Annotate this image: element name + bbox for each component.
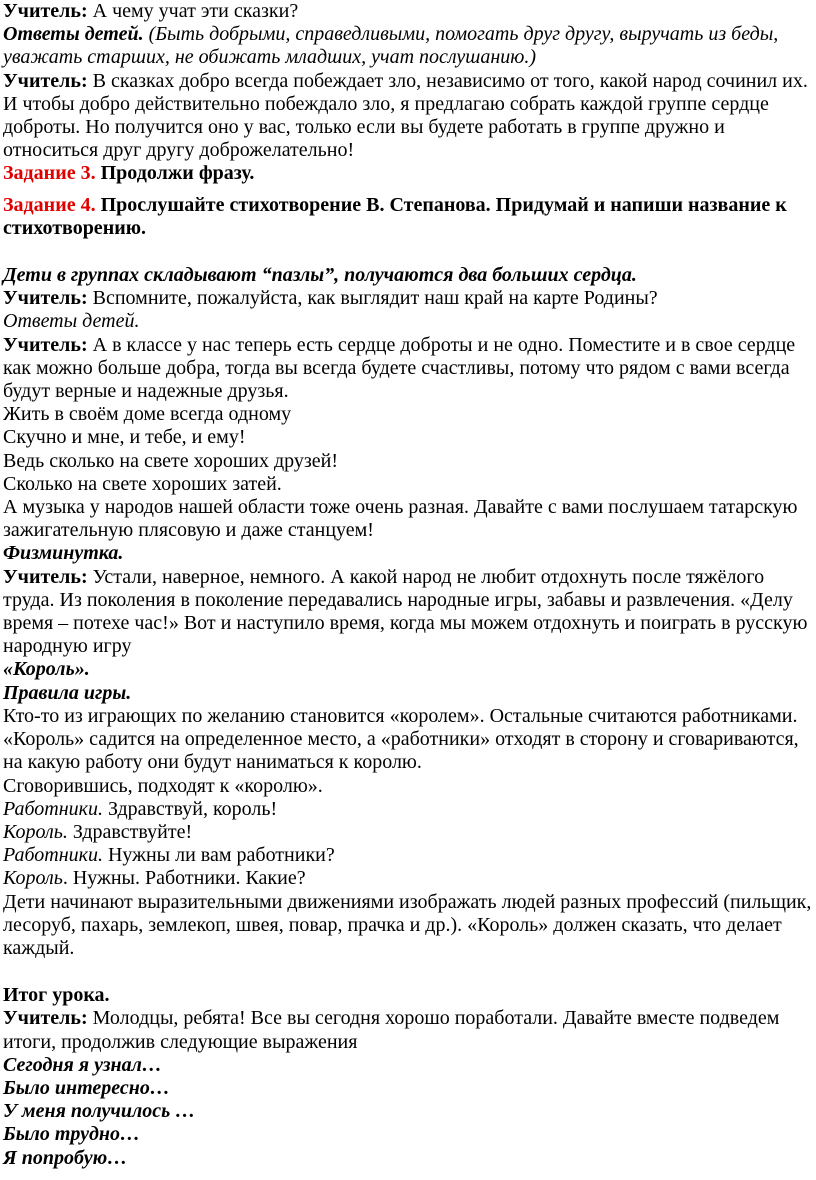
heading-game-rules: Правила игры. bbox=[3, 681, 132, 704]
reflection-phrase: Было трудно… bbox=[3, 1123, 140, 1146]
reflection-phrase: Было интересно… bbox=[3, 1076, 170, 1099]
paragraph-teacher-game bbox=[3, 566, 812, 659]
paragraph-text: А чему учат эти сказки? bbox=[87, 0, 299, 22]
heading-lesson-summary: Итог урока. bbox=[3, 984, 110, 1007]
paragraph-children-answers bbox=[3, 23, 812, 69]
speaker-label: Учитель: bbox=[3, 565, 88, 588]
task-3 bbox=[3, 162, 812, 185]
paragraph-teacher-good-wins bbox=[3, 70, 812, 163]
dialog-line bbox=[3, 798, 812, 821]
heading-fizminutka: Физминутка. bbox=[3, 542, 124, 565]
task-label: Задание 3. bbox=[3, 162, 96, 185]
speaker-label: Учитель: bbox=[3, 69, 88, 92]
dialog-line bbox=[3, 867, 812, 890]
poem-line: Жить в своём доме всегда одному bbox=[3, 403, 292, 426]
paragraph-teacher-question bbox=[3, 0, 812, 23]
paragraph-professions: Дети начинают выразительными движениями изображать людей разных профессий (пильщик, лесоруб, пахарь, землекоп, швея, повар, прачка и др.). «Король» должен сказать, что делает каждый. bbox=[3, 890, 812, 959]
spacer bbox=[3, 186, 812, 194]
paragraph-teacher-summary bbox=[3, 1007, 812, 1053]
poem-line: Ведь сколько на свете хороших друзей! bbox=[3, 449, 339, 472]
speaker-label: Учитель: bbox=[3, 0, 88, 22]
paragraph-text: Молодцы, ребята! Все вы сегодня хорошо поработали. Давайте вместе подведем итоги, продолжив следующие выражения bbox=[3, 1007, 780, 1053]
paragraph-text: В сказках добро всегда побеждает зло, независимо от того, какой народ сочинил их. И чтобы добро действительно побеждало зло, я предлагаю собрать каждой группе сердце доброты. Но получится оно у вас, только если вы будете работать в группе дружно и относиться друг другу доброжелательно! bbox=[3, 69, 808, 162]
paragraph-text: (Быть добрыми, справедливыми, помогать друг другу, выручать из беды, уважать старших, не обижать младших, учат послушанию.) bbox=[3, 23, 779, 69]
dialog-role: Работники. bbox=[3, 844, 103, 867]
spacer bbox=[3, 960, 812, 984]
task-text: Прослушайте стихотворение В. Степанова. Придумай и напиши название к стихотворению. bbox=[3, 193, 787, 239]
speaker-label: Учитель: bbox=[3, 287, 88, 310]
poem-line: Сколько на свете хороших затей. bbox=[3, 472, 282, 495]
paragraph-music: А музыка у народов нашей области тоже очень разная. Давайте с вами послушаем татарскую зажигательную плясовую и даже станцуем! bbox=[3, 496, 798, 542]
speaker-label: Учитель: bbox=[3, 333, 88, 356]
reflection-phrase: Я попробую… bbox=[3, 1146, 128, 1169]
dialog-text: Здравствуй, король! bbox=[102, 797, 278, 820]
paragraph-text: Устали, наверное, немного. А какой народ не любит отдохнуть после тяжёлого труда. Из поколения в поколение передавались народные игры, забавы и развлечения. «Делу время – потехе час!» Вот и наступило время, когда мы можем отдохнуть и поиграть в русскую народную игру bbox=[3, 565, 808, 658]
paragraph-text: А в классе у нас теперь есть сердце доброты и не одно. Поместите и в свое сердце как можно больше добра, тогда вы всегда будете счастливы, потому что рядом с вами всегда будут верные и надежные друзья. bbox=[3, 333, 796, 403]
dialog-text: . Нужны. Работники. Какие? bbox=[62, 867, 306, 890]
reflection-phrase: У меня получилось … bbox=[3, 1100, 196, 1123]
paragraph-approach: Сговорившись, подходят к «королю». bbox=[3, 774, 323, 797]
paragraph-children-answers-2: Ответы детей. bbox=[3, 310, 140, 333]
speaker-label: Ответы детей. bbox=[3, 23, 144, 46]
paragraph-puzzles: Дети в группах складывают “пазлы”, получаются два больших сердца. bbox=[3, 264, 637, 287]
spacer bbox=[3, 240, 812, 264]
game-title: «Король». bbox=[3, 658, 90, 681]
dialog-text: Здравствуйте! bbox=[67, 820, 193, 843]
task-label: Задание 4. bbox=[3, 193, 96, 216]
poem bbox=[3, 403, 812, 496]
dialog-text: Нужны ли вам работники? bbox=[102, 844, 335, 867]
dialog-line bbox=[3, 844, 812, 867]
paragraph-text: Вспомните, пожалуйста, как выглядит наш край на карте Родины? bbox=[87, 287, 658, 310]
reflection-phrases bbox=[3, 1054, 812, 1170]
speaker-label: Учитель: bbox=[3, 1007, 88, 1030]
game-dialog bbox=[3, 798, 812, 891]
task-4 bbox=[3, 194, 812, 240]
dialog-role: Работники. bbox=[3, 797, 103, 820]
task-text: Продолжи фразу. bbox=[95, 162, 255, 185]
paragraph-teacher-map bbox=[3, 287, 812, 310]
dialog-line bbox=[3, 821, 812, 844]
paragraph-teacher-heart bbox=[3, 334, 812, 404]
reflection-phrase: Сегодня я узнал… bbox=[3, 1053, 162, 1076]
dialog-role: Король. bbox=[3, 820, 68, 843]
dialog-role: Король bbox=[3, 867, 63, 890]
paragraph-game-rules: Кто-то из играющих по желанию становится «королем». Остальные считаются работниками. «Король» садится на определенное место, а «работники» отходят в сторону и сговариваются, на какую работу они будут наниматься к королю. bbox=[3, 704, 799, 774]
poem-line: Скучно и мне, и тебе, и ему! bbox=[3, 426, 246, 449]
